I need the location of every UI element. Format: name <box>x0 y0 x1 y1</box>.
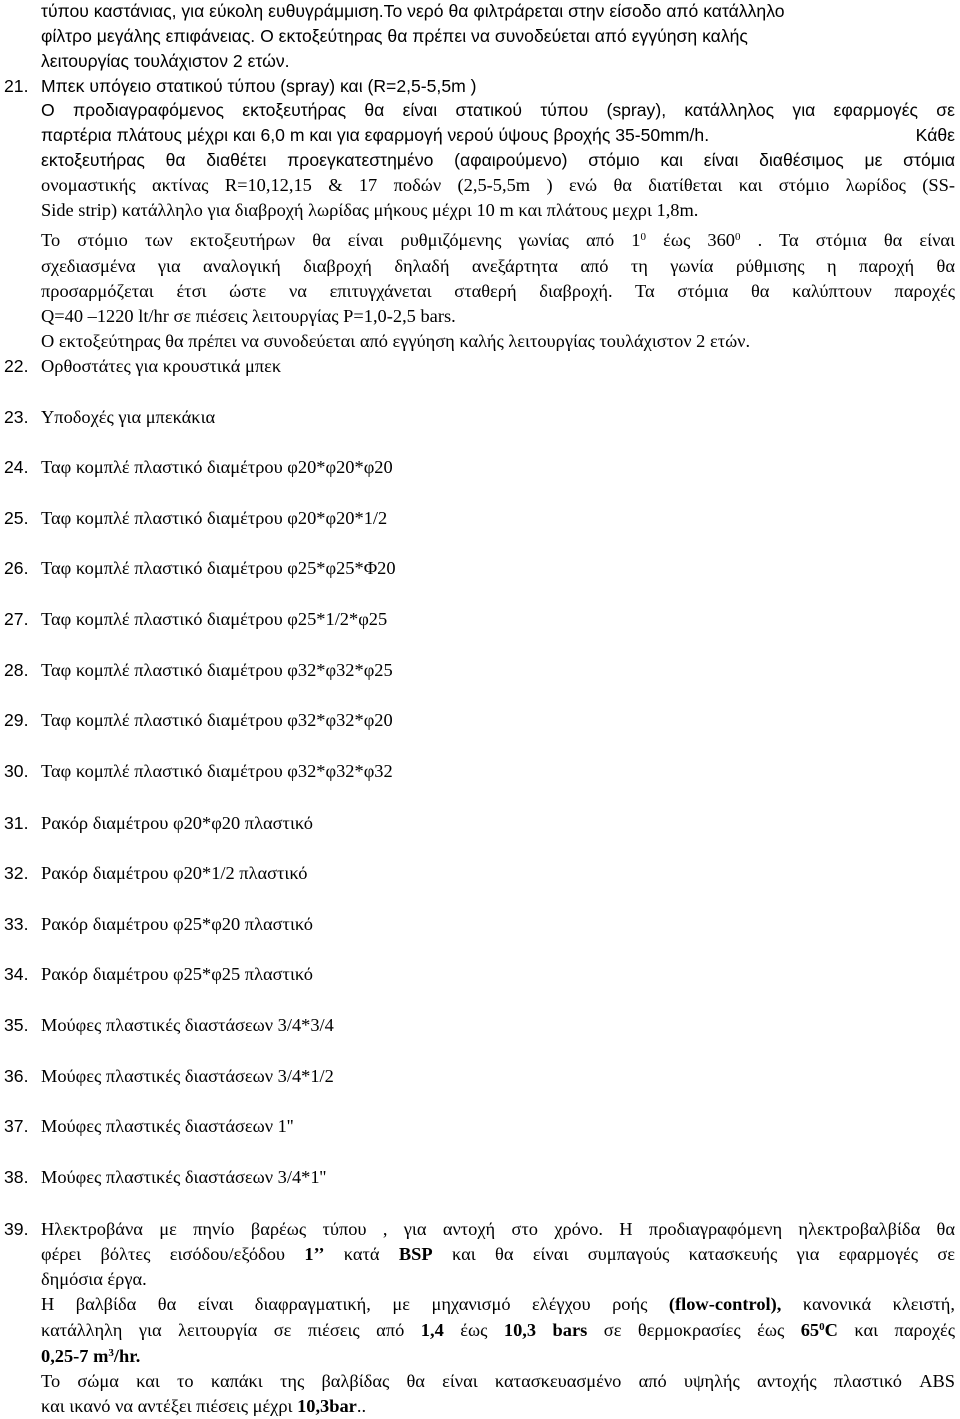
item-21-para2-line3: προσαρμόζεται έτσι ώστε να επιτυγχάνεται σταθερή διαβροχή. Τα στόμια θα καλύπτουν παροχές <box>41 281 955 301</box>
item-35-number: 35. <box>4 1015 29 1035</box>
item-21-para2-line2: σχεδιασμένα για αναλογική διαβροχή δηλαδή ανεξάρτητα από τη γωνία ρύθμισης η παροχή θα <box>41 256 955 276</box>
item-25-text: Ταφ κομπλέ πλαστικό διαμέτρου φ20*φ20*1/2 <box>41 508 388 528</box>
intro-line-2: φίλτρο μεγάλης επιφάνειας. Ο εκτοξεύτηρας θα πρέπει να συνοδεύεται από εγγύηση καλής <box>41 26 748 46</box>
item-39-line4-c: κανονικά κλειστή, <box>781 1294 956 1314</box>
item-39-line5-bold3: 65 <box>800 1320 820 1340</box>
item-34-text: Ρακόρ διαμέτρου φ25*φ25 πλαστικό <box>41 964 313 984</box>
item-21-number: 21. <box>4 76 29 96</box>
item-39-line5-bold2: 10,3 bars <box>503 1320 588 1340</box>
item-21-para1-line2-end: Κάθε <box>915 125 955 145</box>
item-21-title: Μπεκ υπόγειο στατικού τύπου (spray) και (R=2,5-5,5m ) <box>41 76 477 96</box>
degree-sup-1: 0 <box>640 231 646 243</box>
item-39-line4-a: Η βαλβίδα θα είναι διαφραγματική, με μηχανισμό ελέγχου ροής <box>41 1294 669 1314</box>
item-33-text: Ρακόρ διαμέτρου φ25*φ20 πλαστικό <box>41 914 313 934</box>
item-39-line2-a: φέρει βόλτες εισόδου/εξόδου <box>41 1244 305 1264</box>
item-28-text: Ταφ κομπλέ πλαστικό διαμέτρου φ32*φ32*φ25 <box>41 660 393 680</box>
item-35-text: Μούφες πλαστικές διαστάσεων 3/4*3/4 <box>41 1015 334 1035</box>
item-39-line4 <box>41 1293 955 1315</box>
item-39-line2-bold1: 1’’ <box>304 1244 325 1264</box>
item-39-line5-e: και παροχές <box>837 1320 956 1340</box>
item-25-number: 25. <box>4 508 29 528</box>
item-24-text: Ταφ κομπλέ πλαστικό διαμέτρου φ20*φ20*φ20 <box>41 457 393 477</box>
item-39-line5 <box>41 1319 955 1341</box>
item-39-line2-d: και θα είναι συμπαγούς κατασκευής για εφαρμογές σε <box>432 1244 955 1264</box>
item-27-number: 27. <box>4 609 29 629</box>
item-38-text: Μούφες πλαστικές διαστάσεων 3/4*1'' <box>41 1167 327 1187</box>
item-24-number: 24. <box>4 457 29 477</box>
item-28-number: 28. <box>4 660 29 680</box>
item-39-line8 <box>41 1395 366 1417</box>
item-39-line2 <box>41 1243 955 1265</box>
item-39-line3: δημόσια έργα. <box>41 1269 147 1289</box>
item-21-para1-line2-text: παρτέρια πλάτους μέχρι και 6,0 m και για εφαρμογή νερού ύψους βροχής 35-50mm/h. <box>41 125 710 145</box>
item-39-line8-bold: 10,3bar <box>297 1396 357 1416</box>
item-39-line5-a: κατάλληλη για λειτουργία σε πιέσεις από <box>41 1320 421 1340</box>
item-39-line6-a: 0,25-7 m <box>41 1346 109 1366</box>
item-21-para3-line1: Ο εκτοξεύτηρας θα πρέπει να συνοδεύεται από εγγύηση καλής λειτουργίας τουλάχιστον 2 ετών. <box>41 331 751 351</box>
item-27-text: Ταφ κομπλέ πλαστικό διαμέτρου φ25*1/2*φ25 <box>41 609 388 629</box>
item-39-line8-c: .. <box>356 1396 367 1416</box>
item-26-text: Ταφ κομπλέ πλαστικό διαμέτρου φ25*φ25*Φ20 <box>41 558 396 578</box>
intro-line-1: τύπου καστάνιας, για εύκολη ευθυγράμμιση.Το νερό θα φιλτράρεται στην είσοδο από κατάλληλο <box>41 1 785 21</box>
item-39-line4-bold: (flow-control), <box>668 1294 782 1314</box>
item-34-number: 34. <box>4 964 29 984</box>
item-39-line5-bold1: 1,4 <box>420 1320 444 1340</box>
item-39-line5-bold4: C <box>824 1320 838 1340</box>
item-39-line5-degree-sup: 0 <box>819 1321 825 1333</box>
item-21-para2-line1-c: . Τα στόμια θα είναι <box>740 230 955 250</box>
item-21-para1-line5: Side strip) κατάλληλο για διαβροχή λωρίδας μήκους μέχρι 10 m και πλάτους μεχρι 1,8m. <box>41 200 699 220</box>
item-21-para1-line2 <box>41 124 955 146</box>
item-31-number: 31. <box>4 813 29 833</box>
item-39-line6 <box>41 1345 140 1367</box>
item-21-para2-line1 <box>41 229 955 251</box>
item-21-para1-line3: εκτοξευτήρας θα διαθέτει προεγκατεστημένο (αφαιρούμενο) στόμιο και είναι διαθέσιμος με στόμια <box>41 150 955 170</box>
item-23-text: Υποδοχές για μπεκάκια <box>41 407 216 427</box>
item-39-number: 39. <box>4 1219 29 1239</box>
item-39-line5-d: σε θερμοκρασίες έως <box>587 1320 801 1340</box>
item-31-text: Ρακόρ διαμέτρου φ20*φ20 πλαστικό <box>41 813 313 833</box>
item-39-line7: Το σώμα και το καπάκι της βαλβίδας θα είναι κατασκευασμένο από υψηλής αντοχής πλαστικό ABS <box>41 1371 955 1391</box>
item-39-line2-bold2: BSP <box>398 1244 433 1264</box>
item-39-line6-cubic-sup: 3 <box>108 1347 114 1359</box>
intro-line-3: λειτουργίας τουλάχιστον 2 ετών. <box>41 51 290 71</box>
item-22-number: 22. <box>4 356 29 376</box>
item-21-para1-line4: ονομαστικής ακτίνας R=10,12,15 & 17 ποδών (2,5-5,5m ) ενώ θα διατίθεται και στόμιο λωρίδος (SS- <box>41 175 955 195</box>
item-30-number: 30. <box>4 761 29 781</box>
item-39-line1: Ηλεκτροβάνα με πηνίο βαρέως τύπου , για αντοχή στο χρόνο. Η προδιαγραφόμενη ηλεκτροβαλβίδα θα <box>41 1219 955 1239</box>
item-21-para2-line1-b: έως 360 <box>646 230 735 250</box>
item-37-number: 37. <box>4 1116 29 1136</box>
item-26-number: 26. <box>4 558 29 578</box>
item-21-para1-line1: Ο προδιαγραφόμενος εκτοξευτήρας θα είναι στατικού τύπου (spray), κατάλληλος για εφαρμογές σε <box>41 100 955 120</box>
item-23-number: 23. <box>4 407 29 427</box>
item-36-text: Μούφες πλαστικές διαστάσεων 3/4*1/2 <box>41 1066 334 1086</box>
item-32-number: 32. <box>4 863 29 883</box>
item-21-para2-line4: Q=40 –1220 lt/hr σε πιέσεις λειτουργίας P=1,0-2,5 bars. <box>41 306 456 326</box>
item-32-text: Ρακόρ διαμέτρου φ20*1/2 πλαστικό <box>41 863 308 883</box>
item-39-line5-c: έως <box>443 1320 504 1340</box>
item-39-line6-b: /hr. <box>113 1346 141 1366</box>
item-33-number: 33. <box>4 914 29 934</box>
item-29-text: Ταφ κομπλέ πλαστικό διαμέτρου φ32*φ32*φ20 <box>41 710 393 730</box>
item-37-text: Μούφες πλαστικές διαστάσεων 1'' <box>41 1116 294 1136</box>
degree-sup-2: 0 <box>734 231 741 243</box>
item-29-number: 29. <box>4 710 29 730</box>
item-39-line2-c: κατά <box>324 1244 399 1264</box>
item-39-line8-a: και ικανό να αντέξει πιέσεις μέχρι <box>41 1396 298 1416</box>
item-22-text: Ορθοστάτες για κρουστικά μπεκ <box>41 356 282 376</box>
item-21-para2-line1-a: Το στόμιο των εκτοξευτήρων θα είναι ρυθμιζόμενης γωνίας από 1 <box>41 230 641 250</box>
item-38-number: 38. <box>4 1167 29 1187</box>
item-30-text: Ταφ κομπλέ πλαστικό διαμέτρου φ32*φ32*φ32 <box>41 761 393 781</box>
item-36-number: 36. <box>4 1066 29 1086</box>
